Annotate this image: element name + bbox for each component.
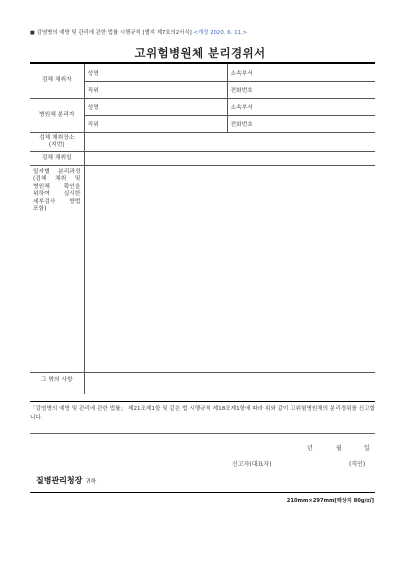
separator-position-label: 직위 [87,122,99,128]
process-label-line: 일자별 분리과정 [33,168,81,175]
report-form-table [30,64,375,394]
collector-affiliation-field[interactable] [227,64,375,81]
form-reference-note [30,30,375,37]
separator-phone-label: 전화번호 [230,122,253,128]
collector-position-label: 직위 [87,88,99,94]
date-month-label: 월 [336,445,342,452]
collector-name-field[interactable] [84,64,227,81]
process-label-line: (검체 채취 및 [33,176,81,183]
statement-divider [30,433,375,434]
reporter-label: 신고자(대표자) [232,461,272,468]
recipient-suffix: 귀하 [85,479,97,485]
process-label-line: 포함) [33,206,47,213]
recipient [36,475,96,486]
process-label-line: 세부검사 방법 [33,198,81,205]
process-label-line: 위하여 실시한 [33,191,81,198]
other-matters-label: 그 밖의 사항 [30,372,84,394]
collector-phone-label: 전화번호 [230,88,253,94]
recipient-name: 질병관리청장 [36,476,83,485]
collection-place-field[interactable] [84,132,375,151]
document-title: 고위험병원체 분리경위서 [134,46,266,60]
separator-name-label: 성명 [87,105,99,111]
process-label-line: 병원체 확인을 [33,183,81,190]
separator-position-field[interactable] [84,115,227,132]
collector-affiliation-label: 소속부서 [230,70,253,77]
process-field[interactable] [84,165,375,372]
date-day-label: 일 [364,445,370,452]
collector-position-field[interactable] [84,81,227,98]
sample-collector-label: 검체 채취자 [30,64,84,98]
process-label [30,165,84,372]
collector-name-label: 성명 [87,70,99,77]
declaration-statement: 「감염병의 예방 및 관리에 관한 법률」 제21조제1항 및 같은 법 시행규칙 제18조제1항에 따라 위와 같이 고위험병원체의 분리경위를 신고합니다. [30,406,375,421]
collection-place-text: 검체 채취장소 (지번) [39,134,75,148]
collection-date-label: 검체 채취일 [30,151,84,165]
paper-size-note: 210mm×297mm[백상지 80g/㎡] [286,498,374,504]
seal-placeholder: (직인) [349,461,366,468]
collector-phone-field[interactable] [227,81,375,98]
separator-affiliation-field[interactable] [227,98,375,115]
bottom-thick-rule [30,492,375,493]
pathogen-separator-label: 병원체 분리자 [30,98,84,132]
table-bottom-rule [30,401,375,402]
date-year-label: 년 [307,445,313,452]
amendment-date: <개정 2020. 6. 11.> [193,30,248,36]
square-bullet-icon: ■ [30,30,35,36]
separator-name-field[interactable] [84,98,227,115]
separator-affiliation-label: 소속부서 [230,105,253,111]
form-law-reference: 감염병의 예방 및 관리에 관한 법률 시행규칙 [별지 제7호의2서식] [36,30,192,36]
collection-date-field[interactable] [84,151,375,165]
separator-phone-field[interactable] [227,115,375,132]
other-matters-field[interactable] [84,372,375,394]
collection-place-label [30,132,84,151]
